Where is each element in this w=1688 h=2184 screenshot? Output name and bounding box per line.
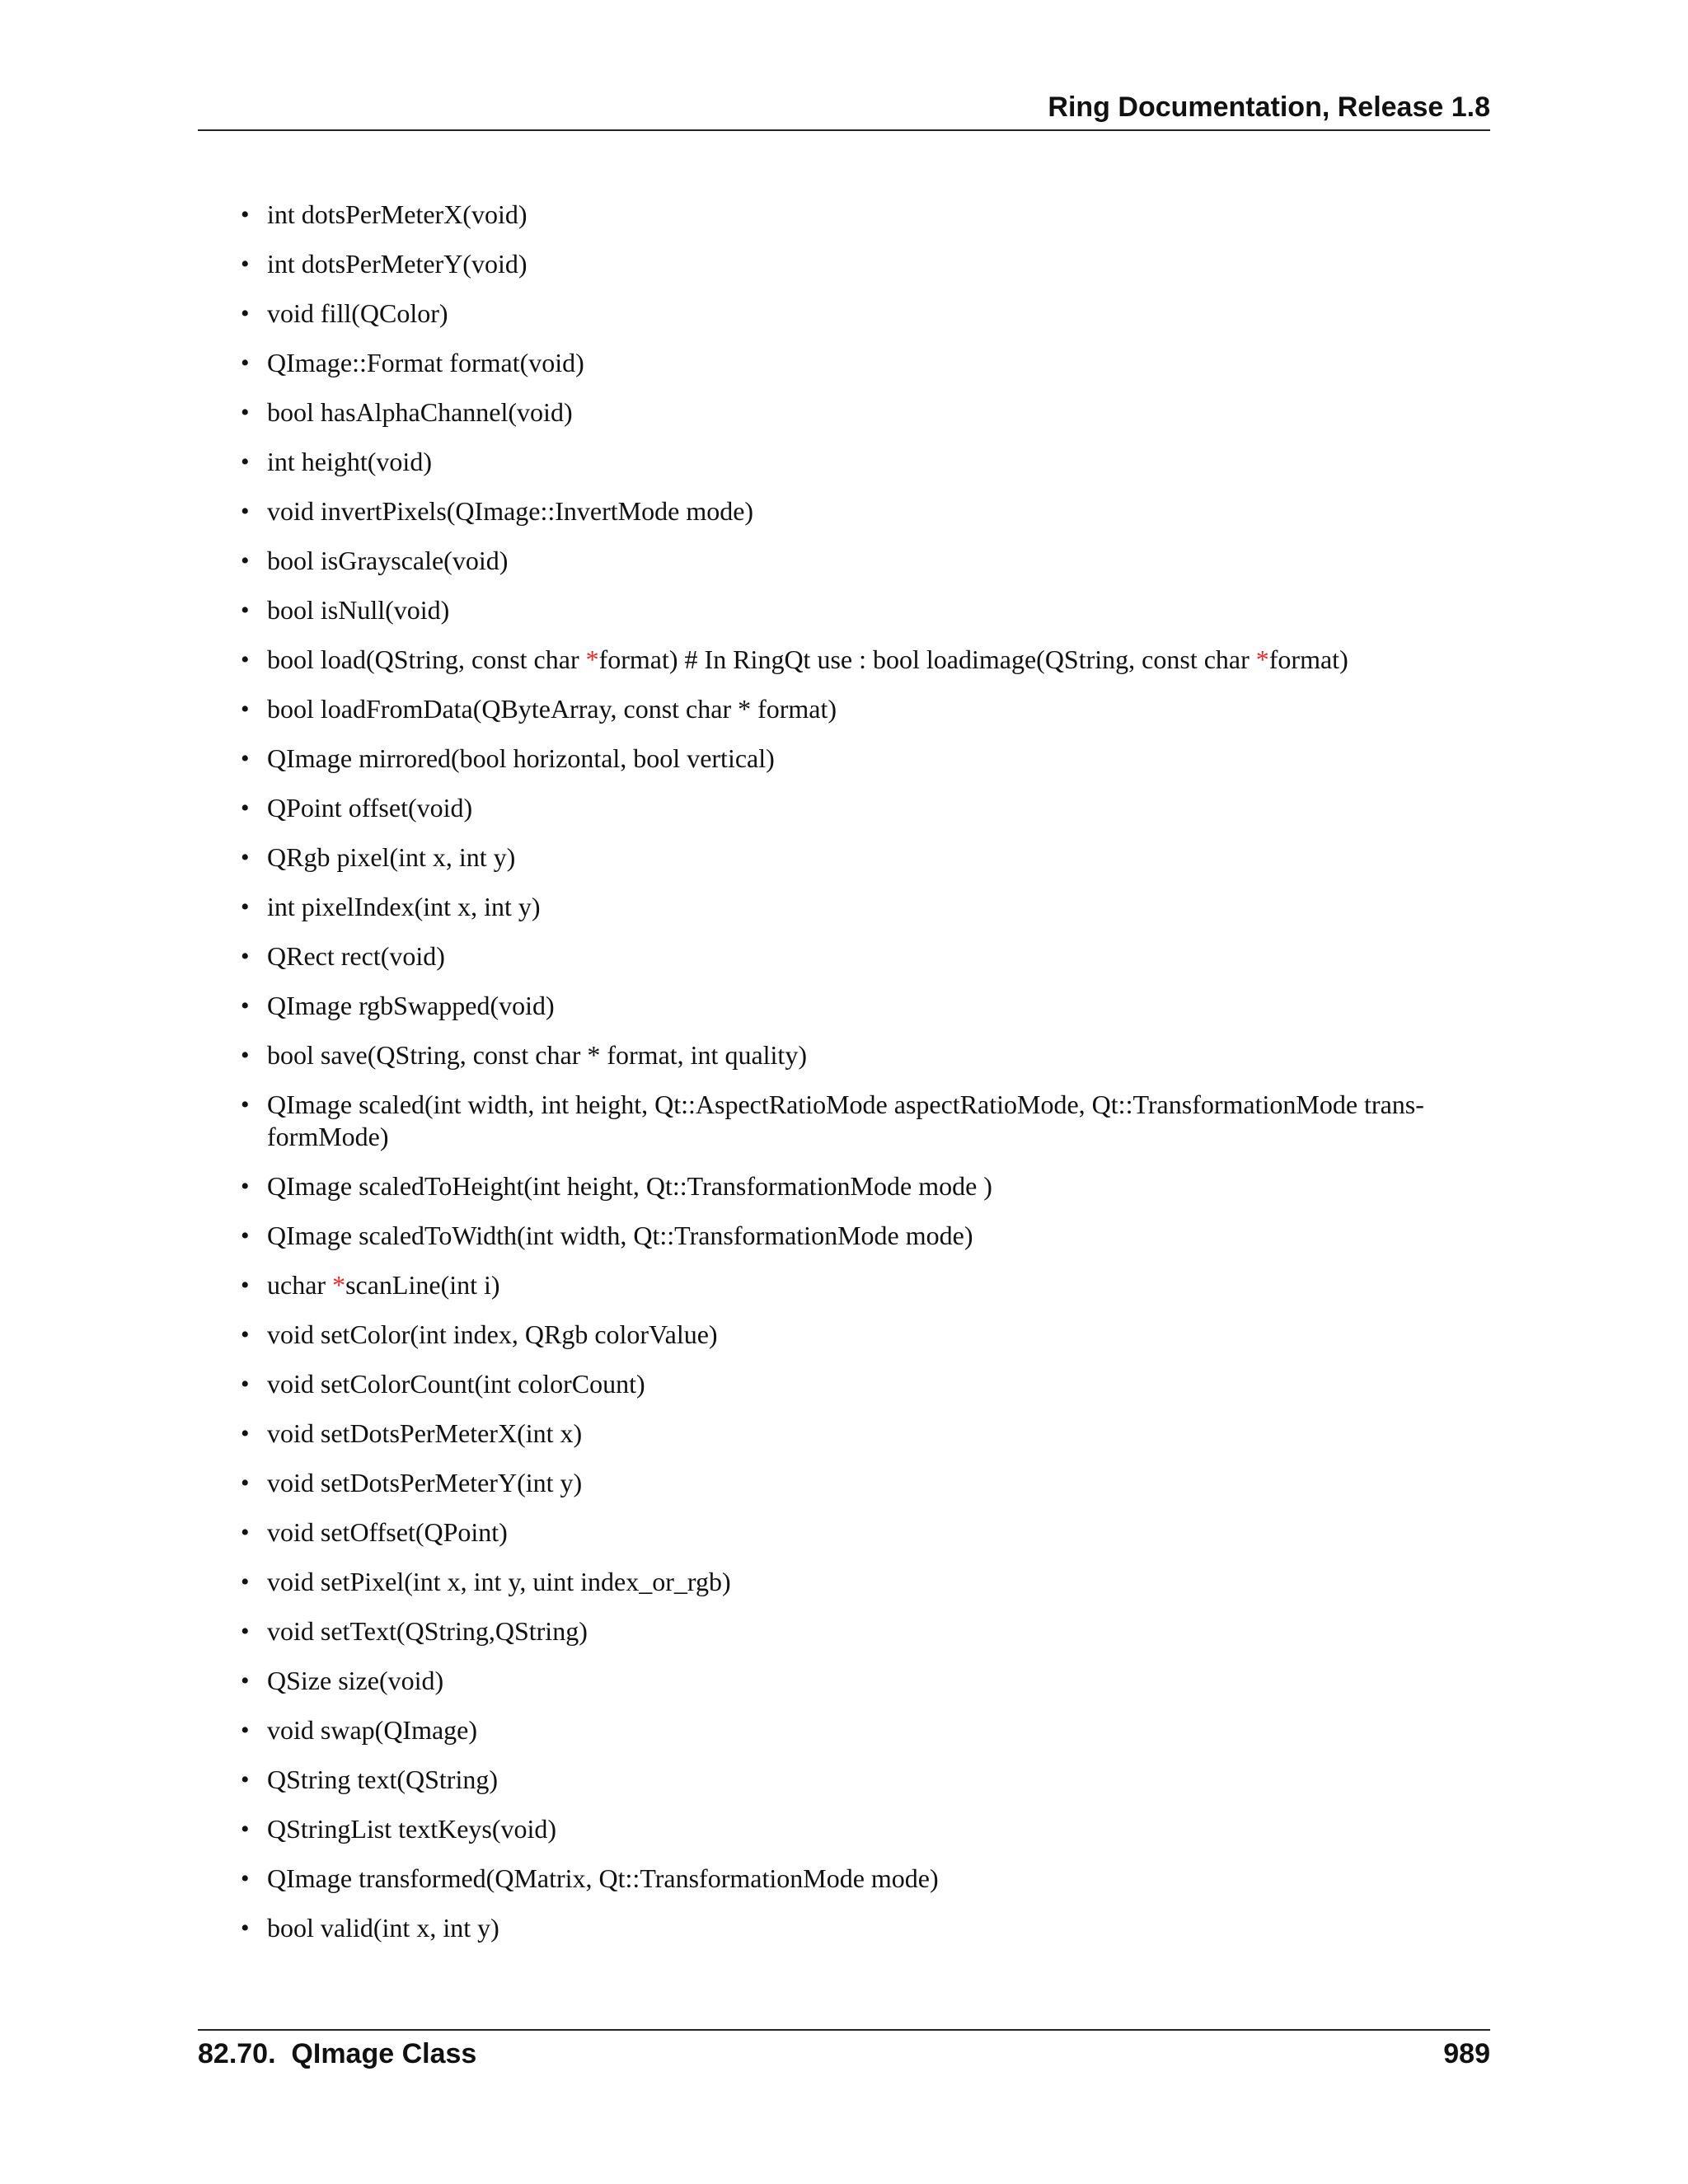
method-signature: bool isGrayscale(void): [267, 546, 509, 575]
method-signature: int height(void): [267, 447, 432, 476]
method-list-item: [198, 594, 1490, 626]
method-list-item: [198, 545, 1490, 577]
method-list-item: [198, 396, 1490, 429]
method-signature: void setText(QString,QString): [267, 1616, 588, 1646]
method-list-item: [198, 298, 1490, 330]
method-list-item: [198, 1319, 1490, 1351]
method-signature: bool load(QString, const char *format) # In RingQt use : bool loadimage(QString, const char *format): [267, 644, 1348, 674]
bullet-icon: •: [241, 943, 250, 970]
method-list-item: [198, 792, 1490, 824]
method-signature: QImage::Format format(void): [267, 348, 584, 377]
method-signature: QStringList textKeys(void): [267, 1814, 557, 1844]
bullet-icon: •: [241, 399, 250, 426]
bullet-icon: •: [241, 646, 250, 673]
method-list-item: [198, 1220, 1490, 1252]
page-number: 989: [1443, 2038, 1490, 2069]
bullet-icon: •: [241, 1222, 250, 1249]
method-list-item: [198, 1566, 1490, 1598]
bullet-icon: •: [241, 1469, 250, 1497]
pointer-asterisk: *: [332, 1270, 346, 1300]
method-list-item: [198, 644, 1490, 676]
page-header-title: Ring Documentation, Release 1.8: [1048, 91, 1490, 123]
bullet-icon: •: [241, 1321, 250, 1348]
bullet-icon: •: [241, 1816, 250, 1843]
bullet-icon: •: [241, 201, 250, 228]
bullet-icon: •: [241, 498, 250, 525]
method-signature: QRect rect(void): [267, 941, 445, 971]
method-signature: void swap(QImage): [267, 1715, 478, 1745]
method-signature: int pixelIndex(int x, int y): [267, 892, 541, 921]
method-list-item: [198, 446, 1490, 478]
method-signature: void invertPixels(QImage::InvertMode mode): [267, 496, 754, 526]
bullet-icon: •: [241, 1042, 250, 1069]
method-signature: QImage scaledToWidth(int width, Qt::TransformationMode mode): [267, 1221, 973, 1250]
method-signature: QSize size(void): [267, 1666, 444, 1695]
method-signature: QImage rgbSwapped(void): [267, 991, 555, 1020]
bullet-icon: •: [241, 696, 250, 723]
method-list-item: [198, 1368, 1490, 1400]
method-signature: QImage transformed(QMatrix, Qt::TransformationMode mode): [267, 1863, 939, 1893]
pointer-asterisk: *: [585, 644, 599, 674]
bullet-icon: •: [241, 597, 250, 624]
bullet-icon: •: [241, 992, 250, 1019]
method-list-item: [198, 891, 1490, 923]
footer-section-title: 82.70. QImage Class: [198, 2038, 477, 2069]
bullet-icon: •: [241, 1091, 250, 1118]
method-signature: QImage mirrored(bool horizontal, bool vertical): [267, 743, 775, 773]
method-signature: void setDotsPerMeterY(int y): [267, 1468, 583, 1497]
method-signature: bool save(QString, const char * format, int quality): [267, 1040, 807, 1070]
method-list-item: [198, 1089, 1490, 1153]
method-list-item: [198, 1764, 1490, 1796]
method-list-item: [198, 743, 1490, 775]
method-list-item: [198, 940, 1490, 972]
bullet-icon: •: [241, 1667, 250, 1694]
bullet-icon: •: [241, 547, 250, 574]
method-list-item: [198, 1170, 1490, 1202]
method-list-item: [198, 347, 1490, 379]
bullet-icon: •: [241, 1568, 250, 1596]
method-signature: int dotsPerMeterX(void): [267, 199, 528, 229]
method-signature: void setPixel(int x, int y, uint index_or_rgb): [267, 1567, 731, 1596]
bullet-icon: •: [241, 794, 250, 822]
bullet-icon: •: [241, 349, 250, 377]
bullet-icon: •: [241, 1420, 250, 1447]
method-list-item: [198, 1714, 1490, 1746]
bullet-icon: •: [241, 745, 250, 772]
method-list-item: [198, 1615, 1490, 1647]
method-list-item: [198, 1467, 1490, 1499]
method-list-item: [198, 1039, 1490, 1071]
method-signature: QImage scaled(int width, int height, Qt::AspectRatioMode aspectRatioMode, Qt::TransformationMode trans-formMode): [267, 1090, 1424, 1151]
bullet-icon: •: [241, 1173, 250, 1200]
method-signature: uchar *scanLine(int i): [267, 1270, 500, 1300]
method-signature: void setColor(int index, QRgb colorValue): [267, 1319, 718, 1349]
method-signature: bool loadFromData(QByteArray, const char * format): [267, 694, 837, 724]
bullet-icon: •: [241, 1865, 250, 1892]
bullet-icon: •: [241, 1618, 250, 1645]
method-list-item: [198, 1863, 1490, 1895]
method-signature: QRgb pixel(int x, int y): [267, 842, 516, 872]
method-signature: void setDotsPerMeterX(int x): [267, 1418, 583, 1448]
method-list-item: [198, 495, 1490, 527]
bullet-icon: •: [241, 1272, 250, 1299]
bullet-icon: •: [241, 300, 250, 327]
method-list-item: [198, 248, 1490, 280]
method-list-item: [198, 1516, 1490, 1549]
method-list-item: [198, 1813, 1490, 1845]
method-signature: QPoint offset(void): [267, 793, 473, 823]
method-list-item: [198, 841, 1490, 874]
method-list-item: [198, 693, 1490, 725]
bullet-icon: •: [241, 893, 250, 921]
header-rule: [198, 129, 1490, 131]
method-signature: int dotsPerMeterY(void): [267, 249, 528, 279]
bullet-icon: •: [241, 1915, 250, 1942]
method-list-item: [198, 990, 1490, 1022]
method-signature: bool hasAlphaChannel(void): [267, 397, 573, 427]
footer-rule: [198, 2029, 1490, 2031]
bullet-icon: •: [241, 1519, 250, 1546]
pointer-asterisk: *: [1255, 644, 1269, 674]
bullet-icon: •: [241, 1766, 250, 1793]
method-list-item: [198, 199, 1490, 231]
method-signature: void setOffset(QPoint): [267, 1517, 508, 1547]
method-list-container: [198, 199, 1490, 1961]
bullet-icon: •: [241, 1717, 250, 1744]
bullet-icon: •: [241, 844, 250, 871]
method-signature: void fill(QColor): [267, 298, 448, 328]
method-signature: void setColorCount(int colorCount): [267, 1369, 645, 1399]
method-signature: QImage scaledToHeight(int height, Qt::TransformationMode mode ): [267, 1171, 992, 1201]
method-signature: bool isNull(void): [267, 595, 450, 625]
method-list-item: [198, 1269, 1490, 1301]
bullet-icon: •: [241, 251, 250, 278]
method-list-item: [198, 1912, 1490, 1944]
bullet-icon: •: [241, 1371, 250, 1398]
method-signature: QString text(QString): [267, 1765, 498, 1794]
method-list: [198, 199, 1490, 1944]
method-list-item: [198, 1418, 1490, 1450]
method-signature: bool valid(int x, int y): [267, 1913, 499, 1943]
method-list-item: [198, 1665, 1490, 1697]
bullet-icon: •: [241, 448, 250, 476]
